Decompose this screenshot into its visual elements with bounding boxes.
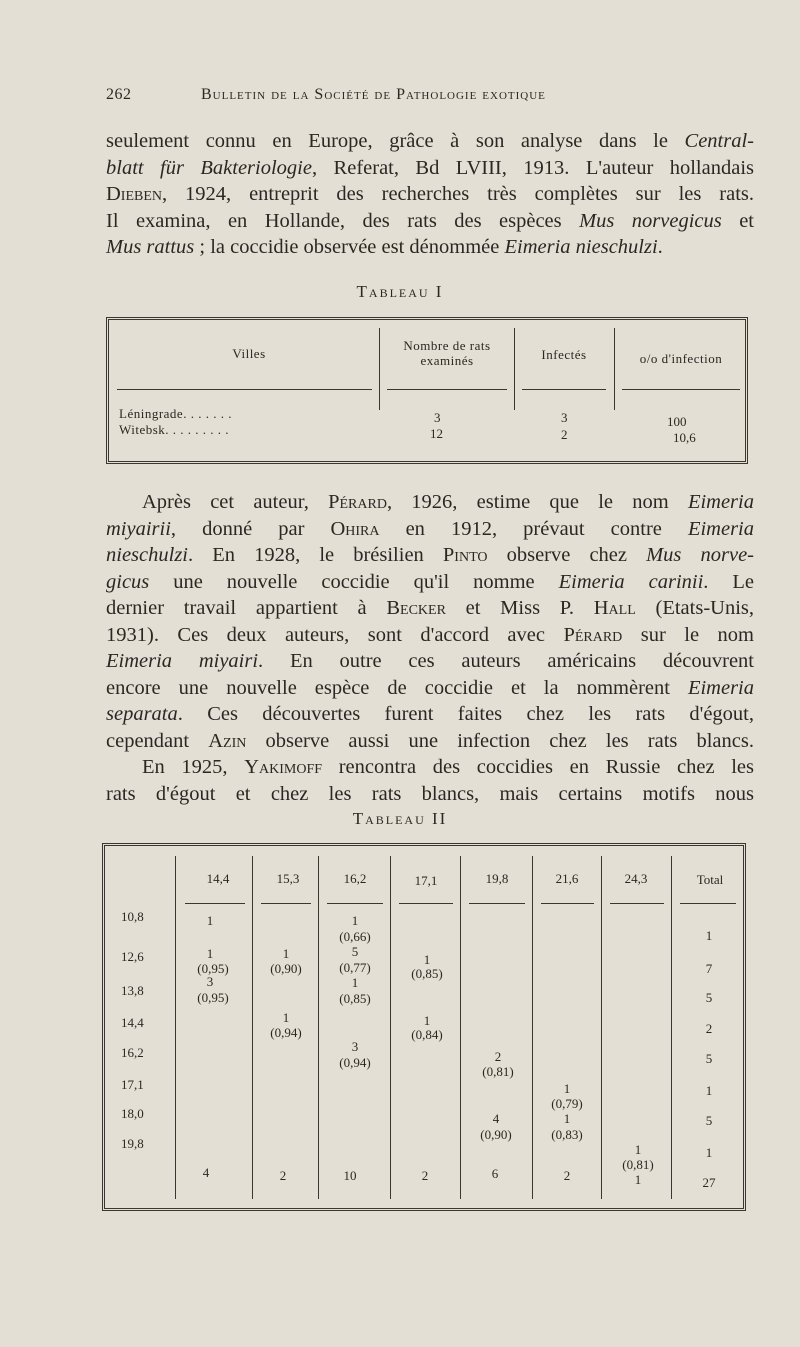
total-value: 7 xyxy=(705,961,713,976)
text-line: encore une nouvelle espèce de coccidie et la nommèrent Eimeria xyxy=(106,676,754,699)
text-line: cependant Azin observe aussi une infection chez les rats blancs. xyxy=(106,729,754,752)
cell-infectes: 3 xyxy=(561,410,568,425)
header-rule xyxy=(387,389,507,390)
cell-value: 1 xyxy=(423,952,431,967)
header-rule xyxy=(185,903,245,904)
row-ville: Léningrade. . . . . . . xyxy=(119,406,232,421)
col-header: 19,8 xyxy=(485,871,509,886)
cell-value: 1 xyxy=(634,1172,642,1187)
header-villes: Villes xyxy=(232,346,266,361)
cell-value: 3 xyxy=(206,974,214,989)
header-rule xyxy=(261,903,311,904)
column-divider xyxy=(252,856,253,1199)
text-line: Il examina, en Hollande, des rats des espèces Mus norvegicus et xyxy=(106,209,754,232)
cell-value: 6 xyxy=(491,1166,499,1181)
header-pct: o/o d'infection xyxy=(639,351,723,366)
page-number: 262 xyxy=(106,86,132,103)
cell-value: 1 xyxy=(351,913,359,928)
row-ville: Witebsk. . . . . . . . . xyxy=(119,422,230,437)
row-label: 10,8 xyxy=(121,909,144,924)
cell-value: 1 xyxy=(563,1111,571,1126)
cell-value: 2 xyxy=(279,1168,287,1183)
col-header: Total xyxy=(696,872,724,887)
text-line: Après cet auteur, Pérard, 1926, estime que le nom Eimeria xyxy=(142,491,754,513)
column-divider xyxy=(460,856,461,1199)
header-rule xyxy=(117,389,372,390)
total-value: 2 xyxy=(705,1021,713,1036)
table-2 xyxy=(102,843,746,1211)
text-line: rats d'égout et chez les rats blancs, mais certains motifs nous xyxy=(106,782,754,805)
cell-value: 1 xyxy=(282,1010,290,1025)
cell-value: 1 xyxy=(282,946,290,961)
col-header: 24,3 xyxy=(624,871,648,886)
text-line: En 1925, Yakimoff rencontra des coccidies en Russie chez les xyxy=(142,756,754,778)
col-header: 21,6 xyxy=(555,871,579,886)
header-infectes: Infectés xyxy=(541,347,587,362)
cell-value: 1 xyxy=(206,946,214,961)
cell-value: 2 xyxy=(494,1049,502,1064)
total-value: 1 xyxy=(705,928,713,943)
cell-value: (0,79) xyxy=(551,1096,583,1111)
header-rule xyxy=(610,903,664,904)
cell-value: 5 xyxy=(351,944,359,959)
cell-value: 1 xyxy=(423,1013,431,1028)
row-label: 16,2 xyxy=(121,1045,144,1060)
text-line: gicus une nouvelle coccidie qu'il nomme Eimeria carinii. Le xyxy=(106,570,754,593)
cell-value: 4 xyxy=(492,1111,500,1126)
column-divider xyxy=(318,856,319,1199)
text-line: Eimeria miyairi. En outre ces auteurs américains découvrent xyxy=(106,650,754,672)
table-1 xyxy=(106,317,748,464)
col-header: 17,1 xyxy=(414,873,438,888)
column-divider xyxy=(175,856,176,1199)
cell-value: 4 xyxy=(202,1165,210,1180)
total-value: 27 xyxy=(702,1175,716,1190)
total-value: 1 xyxy=(705,1083,713,1098)
text-line: nieschulzi. En 1928, le brésilien Pinto observe chez Mus norve- xyxy=(106,544,754,566)
cell-value: (0,90) xyxy=(270,961,302,976)
col-header: 14,4 xyxy=(206,871,230,886)
total-value: 5 xyxy=(705,990,713,1005)
text-line: Dieben, 1924, entreprit des recherches très complètes sur les rats. xyxy=(106,183,754,205)
journal-title: Bulletin de la Société de Pathologie exotique xyxy=(201,86,546,103)
header-rule xyxy=(680,903,736,904)
cell-value: 1 xyxy=(351,975,359,990)
column-divider xyxy=(514,328,515,410)
header-nombre: Nombre de rats examinés xyxy=(403,338,491,368)
paragraph-1 xyxy=(106,128,754,261)
row-label: 18,0 xyxy=(121,1106,144,1121)
cell-infectes: 2 xyxy=(561,427,568,442)
header-rule xyxy=(399,903,453,904)
table-1-title: Tableau I xyxy=(356,282,444,301)
header-rule xyxy=(541,903,594,904)
cell-value: (0,95) xyxy=(197,961,229,976)
cell-value: (0,66) xyxy=(339,929,371,944)
text-line: miyairii, donné par Ohira en 1912, prévaut contre Eimeria xyxy=(106,517,754,540)
header-rule xyxy=(327,903,383,904)
text-line: blatt für Bakteriologie, Referat, Bd LVIII, 1913. L'auteur hollandais xyxy=(106,156,754,179)
cell-value: 10 xyxy=(343,1168,357,1183)
cell-value: (0,85) xyxy=(411,966,443,981)
paragraph-2 xyxy=(106,489,754,807)
cell-pct: 10,6 xyxy=(673,430,696,445)
cell-value: 2 xyxy=(421,1168,429,1183)
text-line: 1931). Ces deux auteurs, sont d'accord avec Pérard sur le nom xyxy=(106,623,754,646)
row-label: 14,4 xyxy=(121,1015,144,1030)
cell-value: (0,95) xyxy=(197,990,229,1005)
column-divider xyxy=(601,856,602,1199)
cell-value: 1 xyxy=(563,1081,571,1096)
header-rule xyxy=(622,389,740,390)
header-rule xyxy=(469,903,525,904)
cell-value: 1 xyxy=(634,1142,642,1157)
cell-value: (0,94) xyxy=(270,1025,302,1040)
column-divider xyxy=(532,856,533,1199)
text-line: Mus rattus ; la coccidie observée est dénommée Eimeria nieschulzi. xyxy=(106,236,663,258)
running-header xyxy=(106,86,746,104)
col-header: 15,3 xyxy=(276,871,300,886)
cell-value: 1 xyxy=(206,913,214,928)
cell-pct: 100 xyxy=(667,414,687,429)
row-label: 19,8 xyxy=(121,1136,144,1151)
column-divider xyxy=(614,328,615,410)
cell-examines: 3 xyxy=(434,410,441,425)
row-label: 12,6 xyxy=(121,949,144,964)
table-2-title: Tableau II xyxy=(352,809,448,828)
total-value: 1 xyxy=(705,1145,713,1160)
cell-value: (0,90) xyxy=(480,1127,512,1142)
column-divider xyxy=(671,856,672,1199)
cell-value: (0,84) xyxy=(411,1027,443,1042)
header-rule xyxy=(522,389,606,390)
cell-value: (0,83) xyxy=(551,1127,583,1142)
column-divider xyxy=(390,856,391,1199)
column-divider xyxy=(379,328,380,410)
row-label: 17,1 xyxy=(121,1077,144,1092)
cell-value: (0,77) xyxy=(339,960,371,975)
col-header: 16,2 xyxy=(343,871,367,886)
cell-value: (0,81) xyxy=(482,1064,514,1079)
cell-value: (0,81) xyxy=(622,1157,654,1172)
total-value: 5 xyxy=(705,1113,713,1128)
row-label: 13,8 xyxy=(121,983,144,998)
text-line: dernier travail appartient à Becker et Miss P. Hall (Etats-Unis, xyxy=(106,597,754,619)
total-value: 5 xyxy=(705,1051,713,1066)
text-line: separata. Ces découvertes furent faites chez les rats d'égout, xyxy=(106,703,754,725)
cell-value: 2 xyxy=(563,1168,571,1183)
cell-examines: 12 xyxy=(430,426,443,441)
text-line: seulement connu en Europe, grâce à son analyse dans le Central- xyxy=(106,130,754,152)
cell-value: 3 xyxy=(351,1039,359,1054)
cell-value: (0,94) xyxy=(339,1055,371,1070)
cell-value: (0,85) xyxy=(339,991,371,1006)
